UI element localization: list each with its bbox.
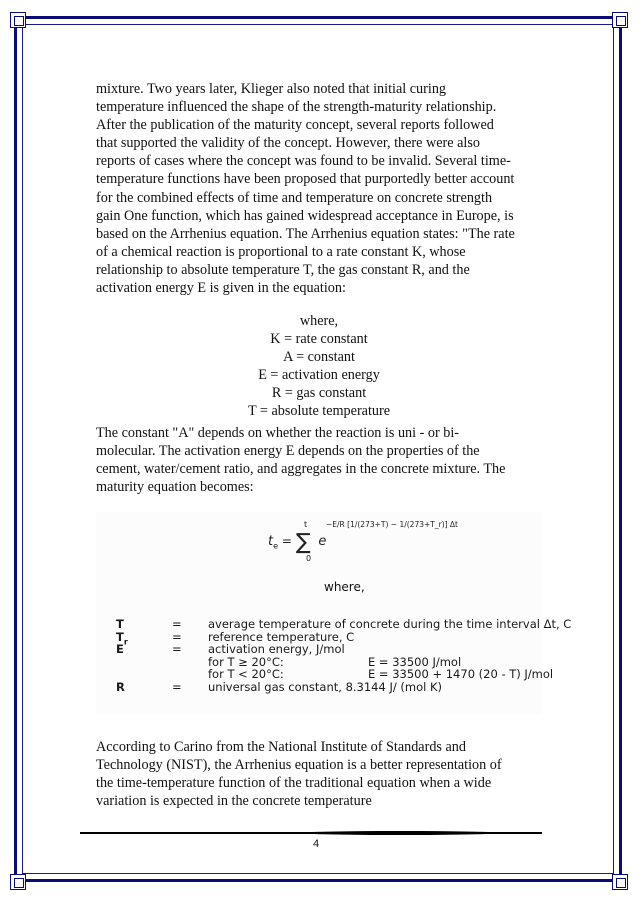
arrhenius-definitions: [96, 312, 542, 421]
variable-equals: =: [172, 642, 182, 656]
variable-row-e: [116, 643, 536, 656]
sum-lower-limit: 0: [306, 554, 312, 563]
text-line: temperature functions have been proposed that purportedly better account: [96, 171, 515, 188]
maturity-equation: [268, 520, 459, 563]
variable-symbol: E: [116, 642, 124, 656]
variable-row-e-condition-2: [116, 667, 554, 681]
paragraph-arrhenius-intro: [96, 80, 542, 297]
equation-lhs: t: [268, 534, 274, 549]
text-line: According to Carino from the National Institute of Standards and: [96, 739, 466, 755]
text-line: relationship to absolute temperature T, the gas constant R, and the: [96, 261, 470, 278]
formula-where-label: where,: [324, 580, 365, 594]
sum-upper-limit: t: [304, 520, 308, 529]
text-line: activation energy E is given in the equation:: [96, 280, 346, 297]
corner-ornament-bottom-left: [10, 874, 26, 890]
paragraph-carino-nist: [96, 738, 542, 810]
maturity-equation-figure: [96, 512, 572, 714]
corner-ornament-top-left: [10, 12, 26, 28]
text-line: molecular. The activation energy E depends on the properties of the: [96, 443, 480, 460]
variable-row-t: [116, 617, 572, 631]
variable-description: universal gas constant, 8.3144 J/ (mol K): [208, 679, 442, 694]
variable-equals: =: [172, 629, 182, 644]
text-line: After the publication of the maturity concept, several reports followed: [96, 117, 494, 134]
definition-where: where,: [299, 313, 339, 329]
definition-k: K = rate constant: [270, 331, 368, 348]
equation-lhs-subscript: e: [273, 541, 279, 551]
text-line: of a chemical reaction is proportional to a rate constant K, whose: [96, 243, 466, 260]
condition-value: E = 33500 + 1470 (20 - T) J/mol: [368, 667, 554, 681]
corner-ornament-top-right: [612, 12, 628, 28]
variable-equals: =: [172, 617, 182, 631]
variable-symbol: R: [116, 679, 125, 694]
paragraph-constant-a: [96, 424, 542, 496]
text-line: mixture. Two years later, Klieger also noted that initial curing: [96, 81, 447, 97]
text-line: variation is expected in the concrete temperature: [96, 793, 372, 810]
footer-divider: [80, 832, 542, 834]
text-line: reports of cases where the concept was found to be invalid. Several time-: [96, 153, 511, 170]
variable-row-r: [116, 681, 536, 694]
text-line: the time-temperature function of the traditional equation when a wide: [96, 775, 492, 792]
text-line: temperature influenced the shape of the strength-maturity relationship.: [96, 99, 497, 116]
corner-ornament-bottom-right: [612, 874, 628, 890]
variable-equals: =: [172, 679, 182, 694]
text-line: gain One function, which has gained widespread acceptance in Europe, is: [96, 207, 514, 224]
variable-definitions: [116, 617, 572, 694]
condition-value: E = 33500 J/mol: [368, 654, 462, 669]
equation-exponent: −E/R [1/(273+T) − 1/(273+T_r)] Δt: [326, 520, 459, 529]
page-number: 4: [313, 838, 320, 850]
definition-t: T = absolute temperature: [247, 403, 391, 420]
text-line: based on the Arrhenius equation. The Arrhenius equation states: "The rate: [96, 225, 515, 242]
variable-symbol: $T_r$: [116, 629, 128, 646]
variable-description: average temperature of concrete during the time interval Δt, C: [208, 617, 572, 631]
variable-description: activation energy, J/mol: [208, 642, 345, 656]
text-line: cement, water/cement ratio, and aggregates in the concrete mixture. The: [96, 461, 506, 478]
text-line: Technology (NIST), the Arrhenius equation is a better representation of: [96, 757, 502, 774]
text-line: for the combined effects of time and temperature on concrete strength: [96, 189, 493, 206]
summation-icon: ∑: [295, 530, 311, 555]
text-line: that supported the validity of the concept. However, there were also: [96, 135, 480, 152]
variable-symbol: T: [116, 617, 124, 631]
definition-a: A = constant: [283, 349, 355, 366]
variable-description: reference temperature, C: [208, 629, 355, 644]
condition-label: for T < 20°C:: [208, 667, 284, 681]
definition-r: R = gas constant: [271, 385, 367, 402]
definition-e: E = activation energy: [258, 367, 380, 384]
equation-equals: =: [281, 534, 292, 548]
condition-label: for T ≥ 20°C:: [208, 654, 284, 669]
text-line: maturity equation becomes:: [96, 479, 254, 496]
equation-base: e: [318, 534, 327, 549]
text-line: The constant "A" depends on whether the reaction is uni - or bi-: [96, 425, 460, 441]
